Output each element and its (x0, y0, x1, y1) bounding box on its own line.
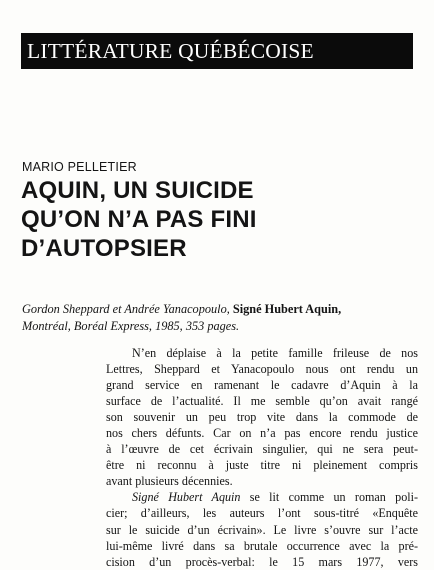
inline-book-title: Signé Hubert Aquin (132, 490, 241, 505)
body-line: surface de l’actualité. Il me semble qu’on avait rangé (106, 394, 418, 409)
body-line: cier; d’ailleurs, les auteurs l’ont sous-titré «Enquête (106, 506, 418, 521)
body-line: nos chers défunts. Car on n’a pas encore rendu justice (106, 426, 418, 441)
article-author: MARIO PELLETIER (22, 160, 137, 174)
article-body (106, 345, 418, 570)
title-line: QU’ON N’A PAS FINI (21, 206, 257, 233)
body-line: Lettres, Sheppard et Yanacopoulo nous ont rendu un (106, 362, 418, 377)
body-line (106, 489, 418, 505)
title-line: AQUIN, UN SUICIDE (21, 177, 254, 204)
reference-publication: Montréal, Boréal Express, 1985, 353 pages. (22, 319, 240, 333)
body-line: sur le suicide d’un écrivain». Le livre s’ouvre sur l’acte (106, 522, 418, 537)
reference-line (22, 301, 422, 318)
title-line: D’AUTOPSIER (21, 235, 187, 262)
article-title (21, 176, 257, 263)
body-line: avant plusieurs décennies. (106, 474, 233, 489)
body-line: grand service en ramenant le cadavre d’Aquin à la (106, 378, 418, 393)
inline-text: se lit comme un roman poli- (249, 490, 418, 505)
body-line: être ni reconnu à juste titre ni pleinement compris (106, 458, 418, 473)
reference-authors: Gordon Sheppard et Andrée Yanacopoulo, (22, 302, 230, 316)
book-reference (22, 301, 422, 335)
body-line: lui-même livré dans sa brutale occurrence avec la pré- (106, 538, 418, 553)
body-line: son souvenir un peu trop vite dans la commode de (106, 410, 418, 425)
body-line: à l’œuvre de cet écrivain singulier, qui ne sera peut- (106, 442, 418, 457)
reference-book-title: Signé Hubert Aquin, (232, 302, 342, 316)
section-banner (21, 33, 413, 69)
body-line: N’en déplaise à la petite famille frileuse de nos (132, 346, 418, 360)
section-title: LITTÉRATURE QUÉBÉCOISE (27, 39, 314, 63)
body-line: cision d’un procès-verbal: le 15 mars 1977, vers (106, 554, 418, 569)
